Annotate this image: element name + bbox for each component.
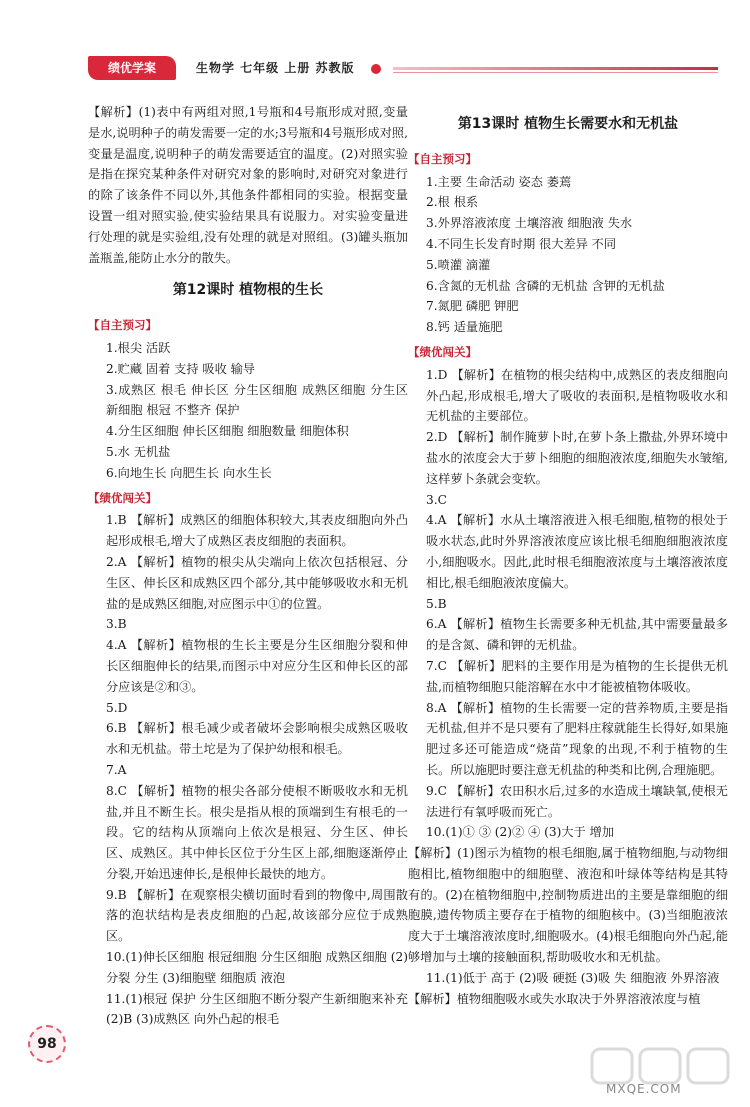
- answer-line: 4.A 【解析】水从土壤溶液进入根毛细胞,植物的根处于吸水状态,此时外界溶液浓度应该比根毛细胞细胞液浓度小,细胞吸水。因此,此时根毛细胞液浓度与土壤溶液浓度相比,根毛细胞液浓度偏大。: [426, 513, 728, 590]
- answer-line: 10.(1)① ③ (2)② ④ (3)大于 增加: [426, 825, 615, 840]
- answer-line: 6.含氮的无机盐 含磷的无机盐 含钾的无机盐: [426, 278, 665, 293]
- answer-line: 3.外界溶液浓度 土壤溶液 细胞液 失水: [426, 216, 633, 231]
- answer-line: 5.喷灌 滴灌: [426, 257, 491, 272]
- section-tag: 【绩优闯关】: [88, 490, 157, 505]
- answer-line: 8.A 【解析】植物的生长需要一定的营养物质,主要是指无机盐,但并不是只要有了肥料庄稼就能生长得好,如果施肥过多还可能造成“烧苗”现象的出现,不利于植物的生长。所以施肥时要注意无机盐的种类和比例,合理施肥。: [426, 700, 728, 777]
- answer-line: 5.B: [426, 596, 447, 611]
- right-column: [408, 102, 728, 1009]
- section-tag: 【绩优闯关】: [408, 344, 477, 359]
- book-title: 生物学 七年级 上册 苏教版: [196, 61, 355, 75]
- answer-line: 1.根尖 活跃: [106, 340, 171, 355]
- answer-line: 3.成熟区 根毛 伸长区 分生区细胞 成熟区细胞 分生区 新细胞 根冠 不整齐 保护: [106, 382, 408, 418]
- book-badge: 绩优学案: [88, 56, 176, 80]
- page-number: 98: [28, 1025, 66, 1063]
- answer-line: 6.向地生长 向肥生长 向水生长: [106, 465, 272, 480]
- answer-line: 9.C 【解析】农田积水后,过多的水造成土壤缺氧,使根无法进行有氧呼吸而死亡。: [426, 783, 728, 819]
- header-rule-thin: [393, 72, 718, 73]
- answer-line: 6.B 【解析】根毛减少或者破坏会影响根尖成熟区吸收水和无机盐。带土坨是为了保护幼根和根毛。: [106, 721, 408, 757]
- answer-line: 4.不同生长发育时期 很大差异 不同: [426, 236, 617, 251]
- left-column: [88, 102, 408, 1030]
- answer-line: 3.C: [426, 492, 447, 507]
- page-header: [88, 56, 728, 82]
- answer-line: 8.钙 适量施肥: [426, 320, 503, 335]
- answer-line: 5.D: [106, 700, 128, 715]
- answer-line: 2.A 【解析】植物的根尖从尖端向上依次包括根冠、分生区、伸长区和成熟区四个部分,其中能够吸收水和无机盐的是成熟区细胞,对应图示中①的位置。: [106, 554, 408, 611]
- lesson-title: 第13课时 植物生长需要水和无机盐: [457, 116, 679, 132]
- answer-line: 4.分生区细胞 伸长区细胞 细胞数量 细胞体积: [106, 424, 349, 439]
- answer-line: 1.B 【解析】成熟区的细胞体积较大,其表皮细胞向外凸起形成根毛,增大了成熟区表皮细胞的表面积。: [106, 513, 408, 549]
- answer-line: 10.(1)伸长区细胞 根冠细胞 分生区细胞 成熟区细胞 (2)分裂 分生 (3)细胞壁 细胞质 液泡: [106, 950, 408, 985]
- answer-line: 2.根 根系: [426, 195, 479, 210]
- answer-line: 11.(1)根冠 保护 分生区细胞不断分裂产生新细胞来补充 (2)B (3)成熟区 向外凸起的根毛: [106, 991, 408, 1027]
- answer-line: 6.A 【解析】植物生长需要多种无机盐,其中需要量最多的是含氮、磷和钾的无机盐。: [426, 617, 728, 653]
- answer-line: 【解析】(1)图示为植物的根毛细胞,属于植物细胞,与动物细胞相比,植物细胞中的细胞壁、液泡和叶绿体等结构是其特有的。(2)在植物细胞中,控制物质进出的主要是靠细胞的细胞膜,遗传物质主要存在于植物的细胞核中。(3)当细胞液浓度大于土壤溶液浓度时,细胞吸水。(4)根毛细胞向外凸起,能够增加与土壤的接触面积,帮助吸收水和无机盐。: [408, 846, 728, 965]
- header-dot-icon: [371, 64, 381, 74]
- answer-line: 2.D 【解析】制作腌萝卜时,在萝卜条上撒盐,外界环境中盐水的浓度会大于萝卜细胞的细胞液浓度,细胞失水皱缩,这样萝卜条就会变软。: [426, 430, 728, 486]
- answer-line: 9.B 【解析】在观察根尖横切面时看到的物像中,周围散落的泡状结构是表皮细胞的凸起,故该部分应位于成熟区。: [106, 887, 408, 944]
- answer-line: 8.C 【解析】植物的根尖各部分使根不断吸收水和无机盐,并且不断生长。根尖是指从根的顶端到生有根毛的一段。它的结构从顶端向上依次是根冠、分生区、伸长区、成熟区。其中伸长区位于分生区上部,细胞逐渐停止分裂,开始迅速伸长,是根伸长最快的地方。: [106, 783, 408, 881]
- answer-line: 1.主要 生命活动 姿态 萎蔫: [426, 174, 572, 189]
- answer-line: 2.贮藏 固着 支持 吸收 输导: [106, 361, 255, 376]
- answer-line: 【解析】(1)表中有两组对照,1号瓶和4号瓶形成对照,变量是水,说明种子的萌发需要一定的水;3号瓶和4号瓶形成对照,变量是温度,说明种子的萌发需要适宜的温度。(2)对照实验是指在探究某种条件对研究对象的影响时,对研究对象进行的除了该条件不同以外,其他条件都相同的实验。根据变量设置一组对照实验,使实验结果具有说服力。对实验变量进行处理的就是实验组,没有处理的就是对照组。(3)罐头瓶加盖瓶盖,能防止水分的散失。: [88, 105, 408, 265]
- lesson-title: 第12课时 植物根的生长: [172, 282, 324, 299]
- answer-line: 3.B: [106, 617, 127, 632]
- answer-line: 4.A 【解析】植物根的生长主要是分生区细胞分裂和伸长区细胞伸长的结果,而图示中对应分生区和伸长区的部分应该是②和③。: [106, 638, 408, 694]
- header-rule: [393, 67, 718, 70]
- answer-line: 【解析】植物细胞吸水或失水取决于外界溶液浓度与植: [408, 991, 701, 1006]
- answer-line: 11.(1)低于 高于 (2)吸 硬挺 (3)吸 失 细胞液 外界溶液: [426, 970, 720, 985]
- answer-line: 7.C 【解析】肥料的主要作用是为植物的生长提供无机盐,而植物细胞只能溶解在水中才能被植物体吸收。: [426, 658, 728, 694]
- answer-line: 7.A: [106, 762, 127, 777]
- watermark-text: MXQE.COM: [606, 1082, 682, 1096]
- section-tag: 【自主预习】: [88, 318, 157, 333]
- section-tag: 【自主预习】: [408, 151, 477, 166]
- answer-line: 5.水 无机盐: [106, 444, 171, 459]
- answer-line: 7.氮肥 磷肥 钾肥: [426, 299, 519, 314]
- answer-line: 1.D 【解析】在植物的根尖结构中,成熟区的表皮细胞向外凸起,形成根毛,增大了吸收的表面积,是植物吸收水和无机盐的主要部位。: [426, 367, 728, 424]
